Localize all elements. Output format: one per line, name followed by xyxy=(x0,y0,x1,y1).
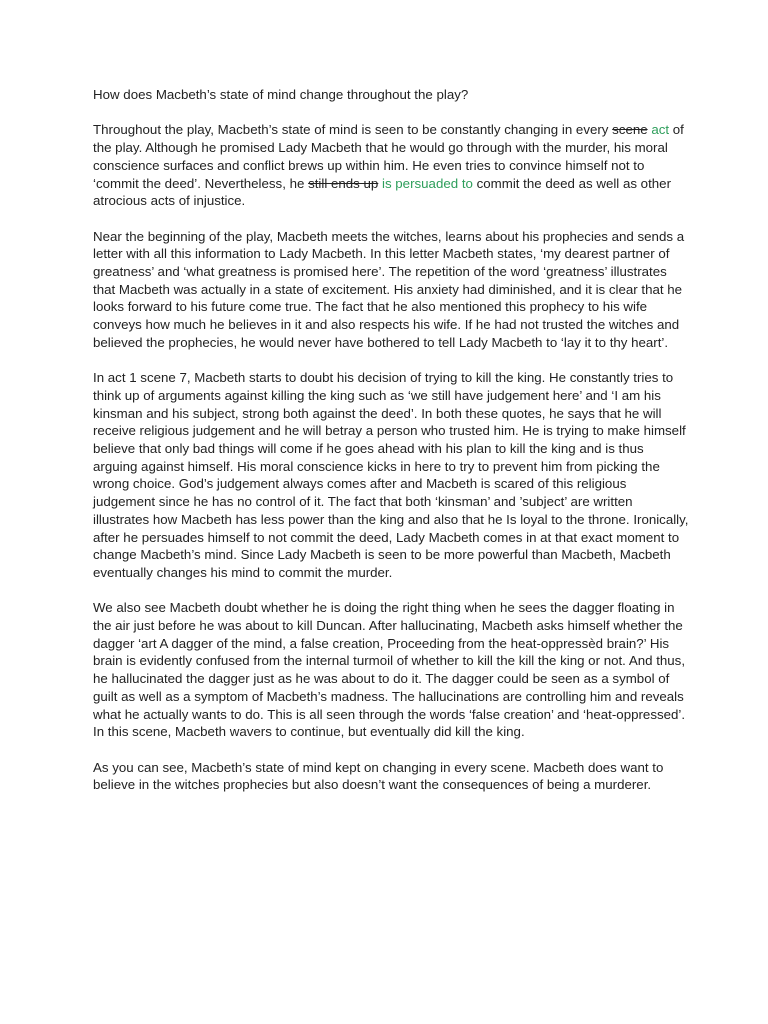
deleted-phrase-still-ends-up: still ends up xyxy=(308,175,379,191)
paragraph-intro-text-a: Throughout the play, Macbeth’s state of mind is seen to be constantly changing in every xyxy=(93,122,613,138)
inserted-word-act: act xyxy=(647,122,670,138)
paragraph-intro-text-b: of the play. Although he promised Lady Macbeth that he would go through with the murder, his moral conscience surfaces and conflict brews up within him. He even tries to convince himself not to ‘commit the deed’. Nevertheless, he xyxy=(93,122,684,191)
deleted-word-scene: scene xyxy=(612,122,648,138)
inserted-phrase-is-persuaded-to: is persuaded to xyxy=(378,175,473,191)
paragraph-intro-text-c: commit the deed as well as other atrocious acts of injustice. xyxy=(93,175,671,209)
essay-document xyxy=(93,86,691,794)
paragraph-act1-scene7: In act 1 scene 7, Macbeth starts to doubt his decision of trying to kill the king. He constantly tries to think up of arguments against killing the king such as ‘we still have judgement here’ and ‘I am his kinsman and his subject, strong both against the deed’. In both these quotes, he says that he will receive religious judgement and he will betray a person who trusted him. He is trying to make himself believe that only bad things will come if he goes ahead with his plan to kill the king and is thus arguing against himself. His moral conscience kicks in here to try to prevent him from picking the wrong choice. God’s judgement always comes after and Macbeth is scared of this religious judgement since he has no control of it. The fact that both ‘kinsman’ and ’subject’ are written illustrates how Macbeth has less power than the king and also that he Is loyal to the throne. Ironically, after he persuades himself to not commit the deed, Lady Macbeth comes in at that exact moment to change Macbeth’s mind. Since Lady Macbeth is seen to be more powerful than Macbeth, Macbeth eventually changes his mind to commit the murder. xyxy=(93,370,689,580)
paragraph-dagger: We also see Macbeth doubt whether he is doing the right thing when he sees the dagger floating in the air just before he was about to kill Duncan. After hallucinating, Macbeth asks himself whether the dagger ‘art A dagger of the mind, a false creation, Proceeding from the heat-oppressèd brain?’ His brain is evidently confused from the internal turmoil of whether to kill the kill the king or not. And thus, he hallucinated the dagger just as he was about to do it. The dagger could be seen as a symbol of guilt as well as a symptom of Macbeth’s madness. The hallucinations are controlling him and reveals what he actually wants to do. This is all seen through the words ‘false creation’ and ‘heat-oppressed’. In this scene, Macbeth wavers to continue, but eventually did kill the king. xyxy=(93,600,686,740)
paragraph-conclusion: As you can see, Macbeth’s state of mind kept on changing in every scene. Macbeth does want to believe in the witches prophecies but also doesn’t want the consequences of being a murderer. xyxy=(93,759,664,793)
paragraph-witches-letter: Near the beginning of the play, Macbeth meets the witches, learns about his prophecies and sends a letter with all this information to Lady Macbeth. In this letter Macbeth states, ‘my dearest partner of greatness’ and ‘what greatness is promised here’. The repetition of the word ‘greatness’ illustrates that Macbeth was actually in a state of excitement. His anxiety had diminished, and it is clear that he looks forward to his future come true. The fact that he also mentioned this prophecy to his wife conveys how much he believes in it and also respects his wife. If he had not trusted the witches and believed the prophecies, he would never have bothered to tell Lady Macbeth to ‘lay it to thy heart’. xyxy=(93,228,685,350)
essay-question: How does Macbeth’s state of mind change throughout the play? xyxy=(93,87,469,102)
paragraph-intro xyxy=(93,121,691,210)
